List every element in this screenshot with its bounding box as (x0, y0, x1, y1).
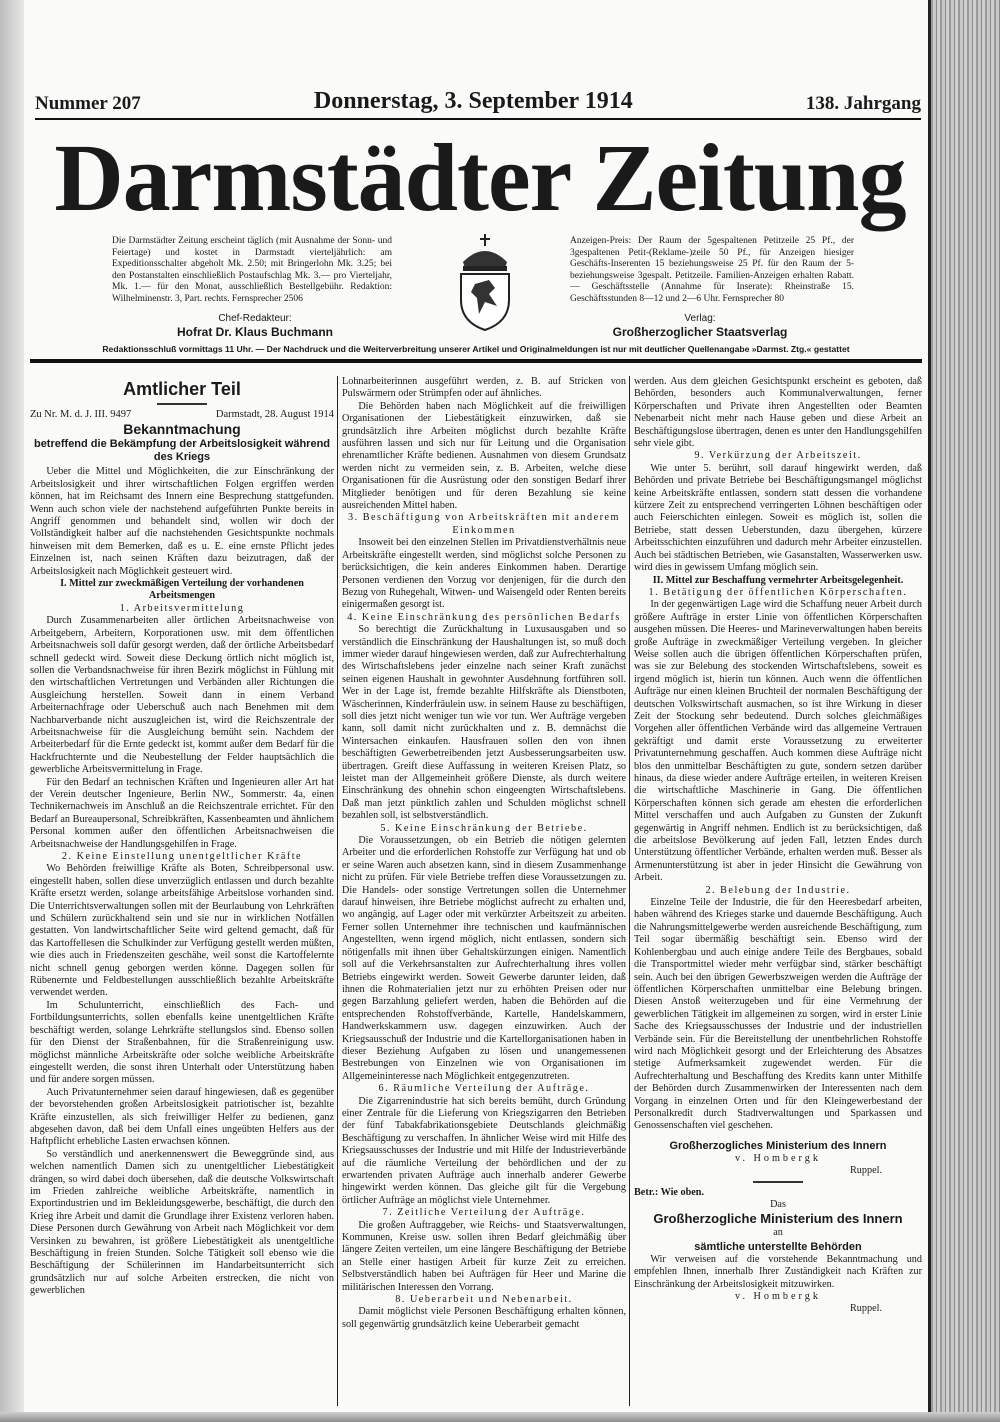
issue-number: Nummer 207 (35, 93, 141, 114)
item-heading: 1. Betätigung der öffentlichen Körperschaften. (648, 586, 908, 598)
paragraph: Die Zigarrenindustrie hat sich bereits bemüht, durch Gründung einer Zentrale für die Lieferung von Kriegszigarren den Betrieben der fünf Tabakfabrikationsgebiete Deutschlands gleichmäßig Beschäftigung zu verschaffen. In ähnlicher Weise wird mit Hilfe des Kriegsausschusses der Industrie und mit Hilfe der Industrieverbände auf die räumliche Verteilung der behördlichen und der zu erwartenden privaten Aufträge auch innerhalb anderer Gewerbe hingewirkt werden können. Das gleiche gilt für die Vergebung örtlicher Aufträge an möglichst viele Unternehmer. (342, 1095, 626, 1206)
subsection-heading: I. Mittel zur zweckmäßigen Verteilung der vorhandenen Arbeitsmengen (60, 578, 304, 602)
paragraph: Durch Zusammenarbeiten aller örtlichen Arbeitsnachweise von Arbeitgebern, Arbeitern, Korporationen usw. mit dem öffentlichen Arbeitsnachweis soll dafür gesorgt werden, daß der örtliche Arbeitsbedarf schnell gedeckt wird. Soweit diese Deckung örtlich nicht möglich ist, sollen die Verbandsnachweise für ihren Bezirk möglichst in Fühlung mit den wirtschaftlichen Vertretungen und Verbänden aller Richtungen die Ausgleichung herstellen. Soweit dann in einem Verband Arbeiternachfrage oder Ueberschuß auch nach Benehmen mit dem Nachbarverbande nicht auszugleichen ist, wird die Reichszentrale der Arbeitsnachweise für die Ausgleichung bemüht sein. Nachdem der Arbeiterbedarf für die Ernte gedeckt ist, kommt außer dem Bedarf für die Hackfruchternte und die Neubestellung der Felder hauptsächlich die gewerbliche Arbeitsvermittelung in Frage. (30, 615, 334, 776)
addressee-prep: an (773, 1227, 783, 1239)
editor-name: Hofrat Dr. Klaus Buchmann (176, 325, 334, 339)
page-bottom-edge (0, 1412, 1000, 1422)
paragraph: Wie unter 5. berührt, soll darauf hingewirkt werden, daß Behörden und private Betriebe bei Beschäftigungsmangel möglichst keine Arbeitskräfte entlassen, sondern statt dessen die vorhandene kürzere Zeit zu entsprechend verringerten Löhnen beschäftigen oder auch Feierschichten einlegen. Soweit es möglich ist, sollen die Betriebe, statt dessen Ueberstunden, dazu übergehen, kürzere Arbeitsschichten einzuführen und dadurch mehr Arbeiter einzustellen. Auch bei städtischen Betrieben, wie Gasanstalten, Wasserwerken usw. wird dies in gewissem Umfang möglich sein. (634, 462, 922, 574)
divider (753, 1181, 803, 1183)
article-title: Bekanntmachung (123, 421, 241, 438)
publisher-credit: Verlag: Großherzoglicher Staatsverlag (560, 312, 840, 339)
divider (157, 403, 207, 405)
item-heading: 9. Verkürzung der Arbeitszeit. (694, 450, 862, 462)
paragraph: Wo Behörden freiwillige Kräfte als Boten, Schreibpersonal usw. eingestellt haben, sollen diese unverzüglich entlassen und durch bezahlte Kräfte ersetzt werden, solange arbeitsfähige Arbeitslose vorhanden sind. Die Unterrichtsverwaltungen sollen mit der Beurlaubung von Lehrkräften und Schülern zurückhaltend sein und sie nur in wirklichen Notfällen gestatten. Von landwirtschaftlicher Seite wird geltend gemacht, daß für das Kartoffellesen die Schulkinder zur Verfügung gestellt werden müßten, wie dies auch in Friedenszeiten geschähe, weil sonst die Kartoffelernte nicht schnell genug geborgen werden könne. Dagegen sollen für Rübenernte und Feldbestellungen ausschließlich bezahlte Arbeitskräfte verwendet werden. (30, 863, 334, 999)
item-heading: 4. Keine Einschränkung des persönlichen Bedarfs (347, 611, 621, 623)
signer: v. Hombergk (735, 1152, 821, 1164)
column-1 (30, 376, 334, 1298)
item-heading: 6. Räumliche Verteilung der Aufträge. (378, 1083, 590, 1095)
subscription-info: Die Darmstädter Zeitung erscheint täglich (mit Ausnahme der Sonn- und Feiertage) und kostet in Darmstadt vierteljährlich: am Expeditionsschalter abgeholt Mk. 2.50; mit Bringerlohn Mk. 3.25; bei den Postanstalten einschließlich Postaufschlag Mk. 3.— pro Vierteljahr, Mk. 1.— für den Monat, ausschließlich Bestellgebühr. Redaktion: Wilhelminenstr. 3, Part. rechts. Fernsprecher 2506 (112, 236, 392, 304)
paragraph: Die Behörden haben nach Möglichkeit auf die freiwilligen Organisationen der Liebestätigkeit einzuwirken, daß sie grundsätzlich ihre Arbeiten möglichst durch bezahlte Kräfte ausführen lassen und sich nur für Leitung und die Organisation ehrenamtlicher Kräfte bedienen. Ausnahmen von diesem Grundsatz werden nicht zu vermeiden sein, z. B. Arbeiten, welche diese Organisationen für die Ausrüstung oder den sonstigen Bedarf ihrer Mitglieder benötigen und für deren Bezahlung sie keine ausreichenden Mittel haben. (342, 400, 626, 512)
page-left-edge (0, 0, 24, 1422)
advertising-info: Anzeigen-Preis: Der Raum der 5gespaltenen Petitzeile 25 Pf., der 3gespaltenen Petit-(Reklame-)zeile 50 Pf., für Anzeigen hiesiger Geschäfts-Inserenten 15 beziehungsweise 25 Pf. für den Raum der 5- beziehungsweise 3gespalt. Petitzeile. Familien-Anzeigen erhalten Rabatt. — Geschäftsstelle (Annahme für Inserate): Rheinstraße 15. Geschäftsstunden 8—12 und 2—6 Uhr. Fernsprecher 80 (570, 236, 854, 304)
paragraph: In der gegenwärtigen Lage wird die Schaffung neuer Arbeit durch größere Aufträge in erster Linie von öffentlichen Körperschaften ausgehen müssen. Die Heeres- und Marineverwaltungen haben bereits große Aufträge in zweckmäßiger Verteilung vergeben. In gleicher Weise sollen auch die übrigen öffentlichen Körperschaften prüfen, was sie zur Belebung des stockenden Wirtschaftslebens, soweit es irgend möglich ist, hierin tun können. Auch wenn die öffentlichen Aufträge nur einen kleinen Bruchteil der normalen Beschäftigung der deutschen Volkswirtschaft ausmachen, so ist ihre Wirkung in dieser Zeit der Stockung sehr bedeutend. Durch solches gleichmäßiges Vorgehen aller öffentlichen Verbände wird das allgemeine Vertrauen gekräftigt und damit erste Voraussetzung zu erweiterter Privatunternehmung geschaffen. Auch kommen diese Aufträge nicht blos den unmittelbar Beschäftigten zu gute, sondern setzen darüber hinaus, da diese wieder andere Aufträge erteilen, in weiteren Kreisen die wirtschaftliche Maschinerie in Gang. Die öffentlichen Körperschaften können sich gerade am ehesten die erforderlichen Mittel verschaffen und auch Aufgaben zu Gunsten der Zukunft gegenwärtig in Angriff nehmen. Endlich ist zu berücksichtigen, daß die arbeitslose Bevölkerung auf jeden Fall, letzten Endes durch Unterstützung öffentlicher Verbände, erhalten werden muß. Besser als Armenunterstützung ist aber in jeder Hinsicht die Gewährung von Arbeit. (634, 599, 922, 884)
paragraph: Wir verweisen auf die vorstehende Bekanntmachung und empfehlen Ihnen, innerhalb Ihrer Zuständigkeit nach Kräften zur Einschränkung der Arbeitslosigkeit mitzuwirken. (634, 1253, 922, 1290)
signer: v. Hombergk (735, 1291, 821, 1303)
recipients-heading: sämtliche unterstellte Behörden (694, 1240, 862, 1253)
item-heading: 2. Keine Einstellung unentgeltlicher Kräfte (61, 851, 303, 862)
item-heading: 5. Keine Einschränkung der Betriebe. (380, 822, 588, 834)
paragraph: Insoweit bei den einzelnen Stellen im Privatdienstverhältnis neue Arbeitskräfte eingestellt werden, sind möglichst solche Personen zu berücksichtigen, die kein anderes Einkommen haben. Derartige Personen verdienen den Vorzug vor denjenigen, für die durch den Bezug von Ruhegehalt, Witwen- und Waisengeld oder Renten bereits einigermaßen gesorgt ist. (342, 537, 626, 611)
paragraph: Für den Bedarf an technischen Kräften und Ingenieuren aller Art hat der Verein deutscher Ingenieure, Berlin NW., Sommerstr. 4a, einen Technikernachweis im Anschluß an die Reichszentrale errichtet. Für den Bedarf an Bureaupersonal, Schreibkräften, Kassenbeamten und ähnlichem Personal kommen außer den öffentlichen Arbeitsnachweisen die Arbeitsnachweise der Handlungsgehilfen in Frage. (30, 776, 334, 850)
paragraph: Die großen Auftraggeber, wie Reichs- und Staatsverwaltungen, Kommunen, Kreise usw. sollen ihren Bedarf gleichmäßig über längere Zeiten verteilen, um eine längere Beschäftigung der Betriebe an Stelle einer hastigen Arbeit für kurze Zeit zu erreichen. Selbstverständlich haben bei Aufträgen für Heer und Marine die militärischen Interessen den Vorrang. (342, 1219, 626, 1293)
subject-line: Betr.: Wie oben. (634, 1186, 704, 1198)
publisher-name: Großherzoglicher Staatsverlag (612, 325, 788, 339)
paragraph: Ueber die Mittel und Möglichkeiten, die zur Einschränkung der Arbeitslosigkeit und ihrer wirtschaftlichen Folgen ergriffen werden können, hat im Reichsamt des Innern eine Besprechung stattgefunden. Wenn auch schon viele der nachstehend aufgeführten Punkte bereits in Angriff genommen und behandelt sind, wollen wir doch der Vollständigkeit halber auf die nachstehenden Gesichtspunkte nochmals hinweisen mit dem Bemerken, daß es u. E. eine ernste Pflicht jedes Einzelnen ist, nach seinen Kräften dazu beizutragen, daß der Arbeitslosigkeit nach Möglichkeit gesteuert wird. (30, 466, 334, 577)
paragraph: Lohnarbeiterinnen ausgeführt werden, z. B. auf Stricken von Pulswärmern oder Strümpfen oder auf ähnliches. (342, 376, 626, 400)
bound-pages-edge (928, 0, 1000, 1422)
item-heading: 8. Ueberarbeit und Nebenarbeit. (395, 1294, 573, 1306)
masthead (40, 122, 920, 234)
item-heading: 2. Belebung der Industrie. (705, 884, 851, 896)
issue-date: Donnerstag, 3. September 1914 (313, 88, 633, 114)
article-subtitle: betreffend die Bekämpfung der Arbeitslosigkeit während des Kriegs (33, 438, 331, 464)
cosigner: Ruppel. (850, 1165, 882, 1177)
ministry-heading: Großherzogliche Ministerium des Innern (653, 1211, 903, 1227)
cosigner: Ruppel. (850, 1303, 882, 1315)
item-heading: 3. Beschäftigung von Arbeitskräften mit anderem Einkommen (348, 512, 620, 536)
paragraph: Im Schulunterricht, einschließlich des Fach- und Fortbildungsunterrichts, sollen ebenfalls keine unentgeltlichen Kräfte beschäftigt werden, solange Lehrkräfte stellungslos sind. Ebenso sollen für den Dienst der Straßenbahnen, für die Straßenreinigung usw. möglichst männliche Arbeitskräfte oder solche weibliche Arbeitskräfte eingestellt werden, die sonst ihren Unterhalt oder Unterstützung haben und für andere sorgen müssen. (30, 999, 334, 1086)
reprint-notice: Redaktionsschluß vormittags 11 Uhr. — Der Nachdruck und die Weiterverbreitung unserer Artikel und Originalmeldungen ist nur mit deutlicher Quellenangabe »Darmst. Ztg.« gestattet (30, 344, 922, 363)
coat-of-arms-icon (445, 232, 525, 332)
column-divider (337, 376, 338, 1406)
item-heading: 1. Arbeitsvermittelung (119, 602, 245, 614)
item-heading: 7. Zeitliche Verteilung der Aufträge. (382, 1207, 586, 1219)
section-heading: Amtlicher Teil (123, 379, 241, 399)
paragraph: So verständlich und anerkennenswert die Beweggründe sind, aus welchen namentlich Damen sich zu unentgeltlicher Liebestätigkeit drängen, so wird dabei doch übersehen, daß die deutsche Volkswirtschaft im Frieden zahlreiche weibliche Arbeitskräfte, namentlich in Exportindustrien und im Bekleidungsgewerbe, beschäftigt, die durch den Krieg ihre Arbeit und damit die Grundlage ihrer Existenz verloren haben. Diese Personen durch Gewährung von Arbeit nach Möglichkeit vor dem Versinken zu bewahren, ist größere Liebestätigkeit als unentgeltliche Beschäftigung in freien Stunden. Solche Tätigkeit soll ebenso wie die Beschäftigung der Schülerinnen im Handarbeitsunterricht sich grundsätzlich nur auf solche Arbeiten erstrecken, die nicht von gewerblichen (30, 1148, 334, 1297)
issue-line (35, 88, 921, 120)
column-divider (629, 376, 630, 1406)
paragraph: Damit möglichst viele Personen Beschäftigung erhalten können, soll gegenwärtig grundsätzlich keine Ueberarbeit gemacht (342, 1306, 626, 1330)
column-2 (342, 376, 626, 1331)
reference-line: Zu Nr. M. d. J. III. 9497 Darmstadt, 28. August 1914 (30, 409, 334, 420)
newspaper-title: Darmstädter Zeitung (54, 124, 906, 231)
paragraph: Die Voraussetzungen, ob ein Betrieb die nötigen gelernten Arbeiter und die erforderlichen Rohstoffe zur Verfügung hat und ob er seine Waren auch absetzen kann, sind in diesem Zusammenhange nicht zu prüfen. Für viele Betriebe treffen diese Voraussetzungen zu. Die Handels- oder sonstige Vertretungen sollen die Unternehmer darauf hinweisen, ihre Betriebe möglichst aufrecht zu erhalten und, wo angängig, auf Lager oder mit verkürzter Arbeitszeit zu arbeiten. Ferner sollen Unternehmer ihre technischen und kaufmännischen Angestellten, wenn irgend möglich, nicht entlassen, sondern sich nötigenfalls mit ihnen über Gehaltskürzungen einigen. Namentlich soll auf die Verkehrsanstalten zur Aufrechterhaltung ihres vollen Betriebs eingewirkt werden. Soweit Gewerbe darunter leiden, daß ihnen die Rohmaterialien jetzt nur zu erhöhten Preisen oder nur gegen Barzahlung geliefert werden, haben die Behörden auf die entsprechenden Rohstoffverbände, Kartelle, Handelskammern, Handwerkskammern usw. dagegen einzuwirken. Auch der Kriegsausschuß der Industrie und die Kartellorganisationen haben in dieser Beziehung Aufgaben zu lösen und unangemessenen Bestrebungen von Einzelnen wie von Organisationen im Allgemeininteresse nach Möglichkeit entgegenzutreten. (342, 835, 626, 1082)
subsection-heading: II. Mittel zur Beschaffung vermehrter Arbeitsgelegenheit. (652, 574, 904, 586)
column-3 (634, 376, 922, 1316)
ministry-signature: Großherzogliches Ministerium des Innern (669, 1139, 887, 1152)
volume: 138. Jahrgang (805, 93, 921, 114)
paragraph: So berechtigt die Zurückhaltung in Luxusausgaben und so verständlich die Einschränkung der Haushaltungen ist, so muß doch immer wieder darauf hingewiesen werden, daß zur Aufrechterhaltung des Wirtschaftslebens jeder einzelne nach seiner Kraft zunächst seinen eigenen Haushalt in gewohnter Ausdehnung fortführen soll. Wer in der Lage ist, fremde bezahlte Hilfskräfte als Dienstboten, Wäscherinnen, Kinderfräulein usw. in seinem Hause zu beschäftigen, soll dies jetzt nicht weniger tun wie vor tun. Wer Aufträge vergeben kann, soll damit nicht zurückhalten und z. B. demnächst die Wintersachen einkaufen. Hausfrauen sollen den von ihnen beschäftigten Gewerbetreibenden jetzt Ausbesserungsarbeiten usw. übertragen. Greift diese Auffassung in weiteren Kreisen Platz, so leistet man der Allgemeinheit größere Dienste, als durch weitere Einschränkung des ohnehin schon eingeengten Wirtschaftslebens. Daß man jetzt pünktlich zahlen und Schulden möglichst schnell bezahlen soll, ist selbstverständlich. (342, 624, 626, 822)
editor-credit: Chef-Redakteur: Hofrat Dr. Klaus Buchmann (140, 312, 370, 339)
paragraph: Einzelne Teile der Industrie, die für den Heeresbedarf arbeiten, haben während des Krieges starke und dauernde Beschäftigung. Auch die Nahrungsmittelgewerbe werden ausreichende Beschäftigung, zum Teil sogar übermäßig beschäftigt sein. Ebenso wird der Kohlenbergbau und auch einige andere Teile des Bergbaues, sobald die Transportmittel wieder mehr verfügbar sind, stärker beschäftigt sein. Auch bei den übrigen Gewerbszweigen werden die Aufträge der öffentlichen Körperschaften unmittelbar eine Belebung bringen. Diesen Anstoß weiterzugeben und für eine Vermehrung der gewerblichen Tätigkeit im allgemeinen zu sorgen, wird in erster Linie Sache des Kriegsausschusses der Industrie und der industriellen Verbände sein. Für die Bereitstellung der unentbehrlichen Rohstoffe wird nach Möglichkeit gesorgt und der Erleichterung des Absatzes stetige Aufmerksamkeit zugewendet werden. Für die Aufrechterhaltung und Beschaffung des Kredits kann unter Mithilfe der Behörden durch Zusammenwirken der Interessenten nach dem Vorgang in einzelnen Orten und für den Kleingewerbestand der Personalkredit durch Stadtverwaltungen und Sparkassen und Genossenschaften viel geschehen. (634, 897, 922, 1132)
sender-article: Das (770, 1199, 786, 1210)
paragraph: Auch Privatunternehmer seien darauf hingewiesen, daß es gegenüber der bevorstehenden großen Arbeitslosigkeit patriotischer ist, bezahlte Kräfte einzustellen, als sich freiwilliger Helfer zu bedienen, ganz abgesehen davon, daß bei dem Unfall eines ungeübten Helfers aus der Haftpflicht erhebliche Lasten erwachsen können. (30, 1086, 334, 1148)
paragraph: werden. Aus dem gleichen Gesichtspunkt erscheint es geboten, daß Behörden, besonders auch Kommunalverwaltungen, ferner Körperschaften und Private ihren Angestellten oder Beamten Nebenarbeit nicht mehr nach Hause geben und diese Arbeit an Beschäftigungslose übertragen, denen es unter den Handlungsgehilfen sehr viele gibt. (634, 376, 922, 450)
